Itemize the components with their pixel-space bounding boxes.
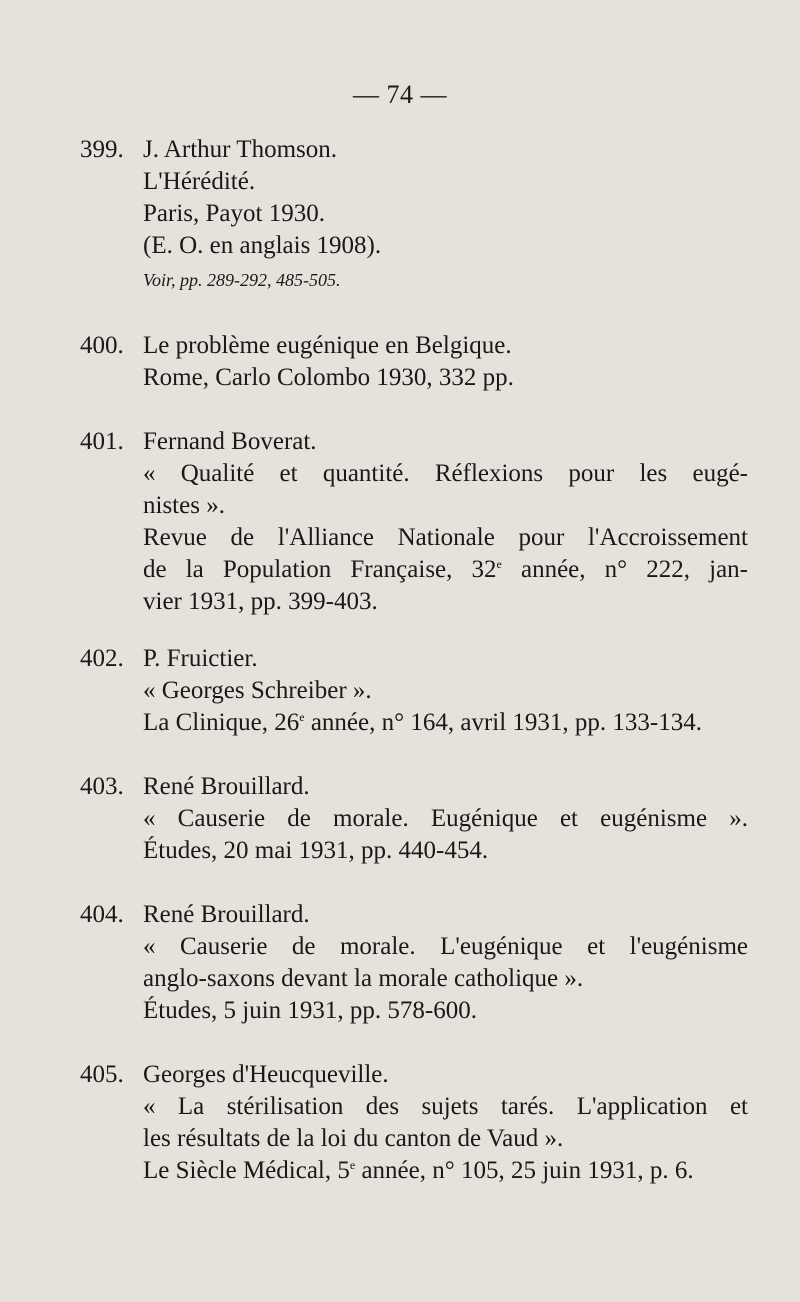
entry-line: Études, 5 juin 1931, pp. 578-600. xyxy=(143,997,478,1024)
entry-line: Le problème eugénique en Belgique. xyxy=(143,332,512,359)
entry-line: P. Fruictier. xyxy=(143,645,258,672)
entry-line xyxy=(143,707,748,739)
entry-line xyxy=(143,1155,748,1187)
entry-number: 402. xyxy=(80,645,124,672)
entry-line-text: Le Siècle Médical, 5 xyxy=(143,1157,350,1184)
entry-number: 403. xyxy=(80,773,124,800)
entry-line: René Brouillard. xyxy=(143,901,310,928)
entry-line: Rome, Carlo Colombo 1930, 332 pp. xyxy=(143,364,514,391)
entry-line: Paris, Payot 1930. xyxy=(143,200,325,227)
entry-line-text: La Clinique, 26 xyxy=(143,709,300,736)
entry-line-text: de la Population Française, 32 xyxy=(143,556,497,583)
entry-number: 401. xyxy=(80,428,124,455)
entry-number: 399. xyxy=(80,136,124,163)
entry-line: (E. O. en anglais 1908). xyxy=(143,232,382,259)
entry-line: « Causerie de morale. L'eugénique et l'eugénisme xyxy=(143,933,748,960)
entry-line: L'Hérédité. xyxy=(143,168,256,195)
entry-line: Georges d'Heucqueville. xyxy=(143,1061,389,1088)
entry-line: « La stérilisation des sujets tarés. L'application et xyxy=(143,1093,748,1120)
entry-line xyxy=(143,554,748,586)
entry-note: Voir, pp. 289-292, 485-505. xyxy=(143,270,341,290)
entry-line: J. Arthur Thomson. xyxy=(143,136,337,163)
entry-line: Revue de l'Alliance Nationale pour l'Accroissement xyxy=(143,524,748,551)
entry-line: René Brouillard. xyxy=(143,773,310,800)
entry-line: vier 1931, pp. 399-403. xyxy=(143,588,378,615)
entry-line: anglo-saxons devant la morale catholique ». xyxy=(143,965,584,992)
entry-line: « Causerie de morale. Eugénique et eugénisme ». xyxy=(143,805,748,832)
superscript: e xyxy=(349,1158,356,1172)
entry-line: « Qualité et quantité. Réflexions pour les eugé- xyxy=(143,460,748,487)
page-number: — 74 — xyxy=(353,80,447,109)
entry-number: 405. xyxy=(80,1061,124,1088)
entry-line: « Georges Schreiber ». xyxy=(143,677,372,704)
entry-line: nistes ». xyxy=(143,492,225,519)
entry-line-text: année, n° 105, 25 juin 1931, p. 6. xyxy=(355,1157,694,1184)
entry-line: Fernand Boverat. xyxy=(143,428,317,455)
entry-line: Études, 20 mai 1931, pp. 440-454. xyxy=(143,837,489,864)
entry-number: 404. xyxy=(80,901,124,928)
entry-line-text: année, n° 222, jan- xyxy=(501,556,748,583)
superscript: e xyxy=(299,710,305,724)
superscript: e xyxy=(496,557,502,571)
entry-number: 400. xyxy=(80,332,124,359)
entry-line-text: année, n° 164, avril 1931, pp. 133-134. xyxy=(304,709,702,736)
entry-line: les résultats de la loi du canton de Vaud ». xyxy=(143,1125,564,1152)
